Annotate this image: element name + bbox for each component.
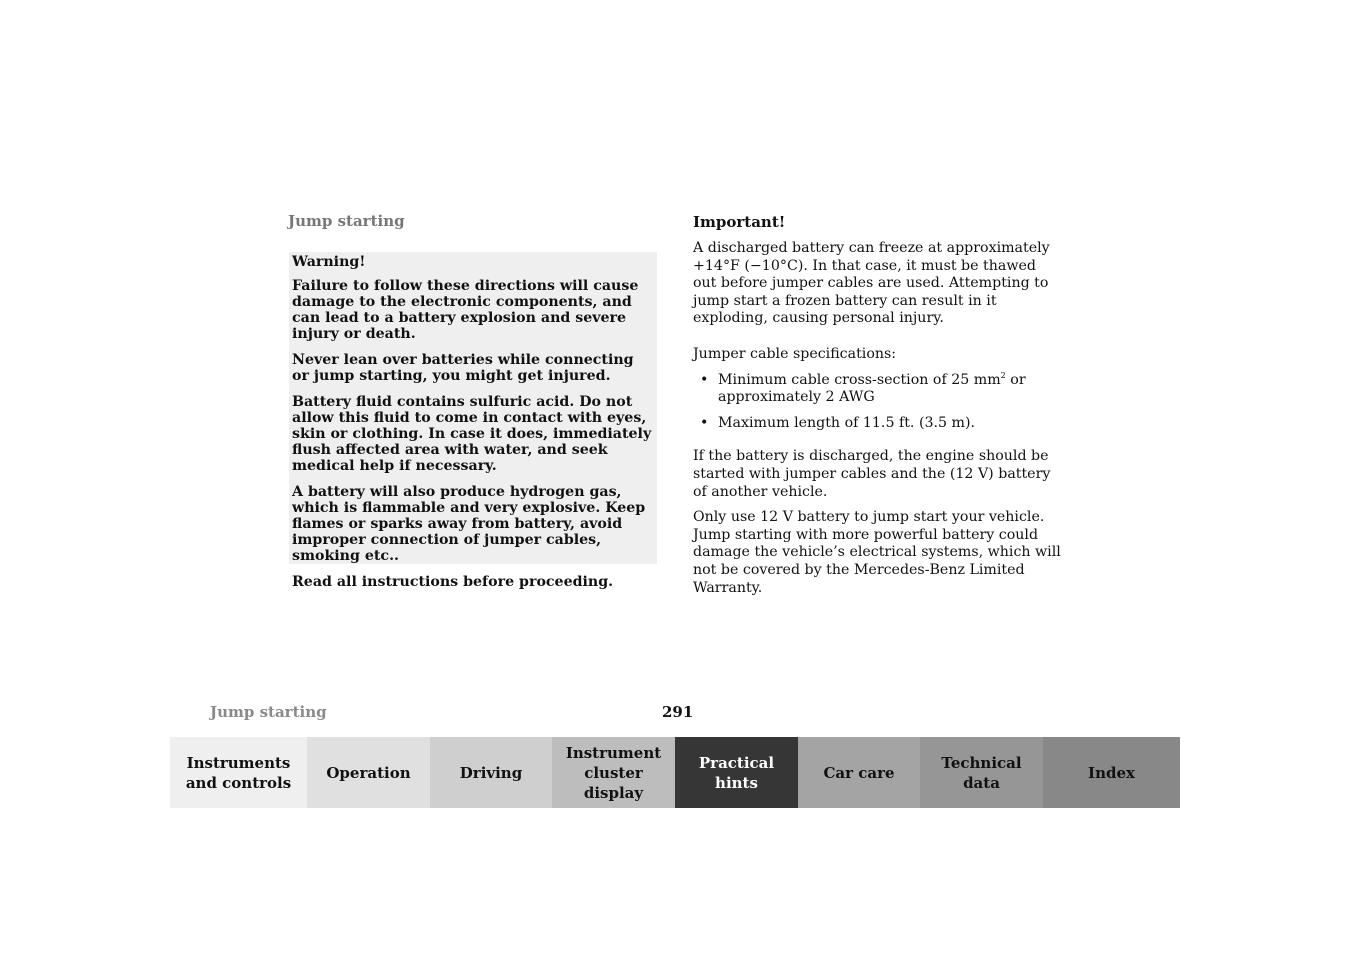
warning-paragraph: Failure to follow these directions will cause damage to the electronic components, and can lead to a battery explosion and severe injury or death. <box>292 278 639 342</box>
cable-specs-intro: Jumper cable specifications: <box>693 345 897 362</box>
list-item <box>693 372 1063 407</box>
footer-section-title: Jump starting <box>210 703 327 721</box>
warning-paragraph: Never lean over batteries while connecting or jump starting, you might get injured. <box>292 352 634 384</box>
body-paragraph: If the battery is discharged, the engine should be started with jumper cables and the (12 V) battery of another vehicle. <box>693 448 1051 500</box>
cable-spec-length: Maximum length of 11.5 ft. (3.5 m). <box>718 414 976 431</box>
tab-driving[interactable] <box>430 737 552 808</box>
tab-label: Operation <box>326 763 411 782</box>
warning-paragraph: Battery fluid contains sulfuric acid. Do not allow this fluid to come in contact with eyes, skin or clothing. In case it does, immediately flush affected area with water, and seek medical help if necessary. <box>292 394 652 474</box>
tab-instruments-and-controls[interactable] <box>170 737 307 808</box>
tab-label: Index <box>1088 763 1135 782</box>
body-paragraph: Only use 12 V battery to jump start your vehicle. Jump starting with more powerful battery could damage the vehicle’s electrical systems, which will not be covered by the Mercedes-Benz Limited Warranty. <box>693 509 1061 596</box>
tab-technical-data[interactable] <box>920 737 1043 808</box>
bullet-icon: • <box>700 414 709 431</box>
warning-paragraph: A battery will also produce hydrogen gas, which is flammable and very explosive. Keep flames or sparks away from battery, avoid improper connection of jumper cables, smoking etc.. <box>292 484 646 564</box>
chapter-nav-bar <box>170 737 1180 808</box>
tab-label: Practical hints <box>698 753 775 792</box>
warning-title: Warning! <box>292 254 366 270</box>
tab-car-care[interactable] <box>798 737 920 808</box>
tab-operation[interactable] <box>307 737 430 808</box>
list-item <box>693 415 1063 433</box>
tab-practical-hints[interactable] <box>675 737 798 808</box>
superscript-2: 2 <box>1000 370 1006 380</box>
cable-spec-awg: or approximately 2 AWG <box>718 371 1026 406</box>
main-text-column <box>693 212 1063 605</box>
section-heading: Jump starting <box>288 212 405 230</box>
important-title: Important! <box>693 213 786 231</box>
cable-spec-cross-section: Minimum cable cross-section of 25 mm <box>718 371 1001 388</box>
tab-label: Instruments and controls <box>185 753 292 792</box>
tab-label: Instrument cluster display <box>565 743 662 802</box>
warning-paragraph: Read all instructions before proceeding. <box>292 574 614 590</box>
bullet-icon: • <box>700 371 709 388</box>
tab-label: Driving <box>459 763 523 782</box>
tab-label: Technical data <box>941 753 1022 792</box>
warning-box <box>289 252 657 590</box>
tab-index[interactable] <box>1043 737 1180 808</box>
tab-label: Car care <box>823 763 895 782</box>
page-number: 291 <box>662 703 694 721</box>
cable-specs-list <box>693 372 1063 433</box>
important-text: A discharged battery can freeze at approximately +14°F (−10°C). In that case, it must be thawed out before jumper cables are used. Attempting to jump start a frozen battery can result in it exploding, causing personal injury. <box>693 240 1050 327</box>
tab-instrument-cluster-display[interactable] <box>552 737 675 808</box>
